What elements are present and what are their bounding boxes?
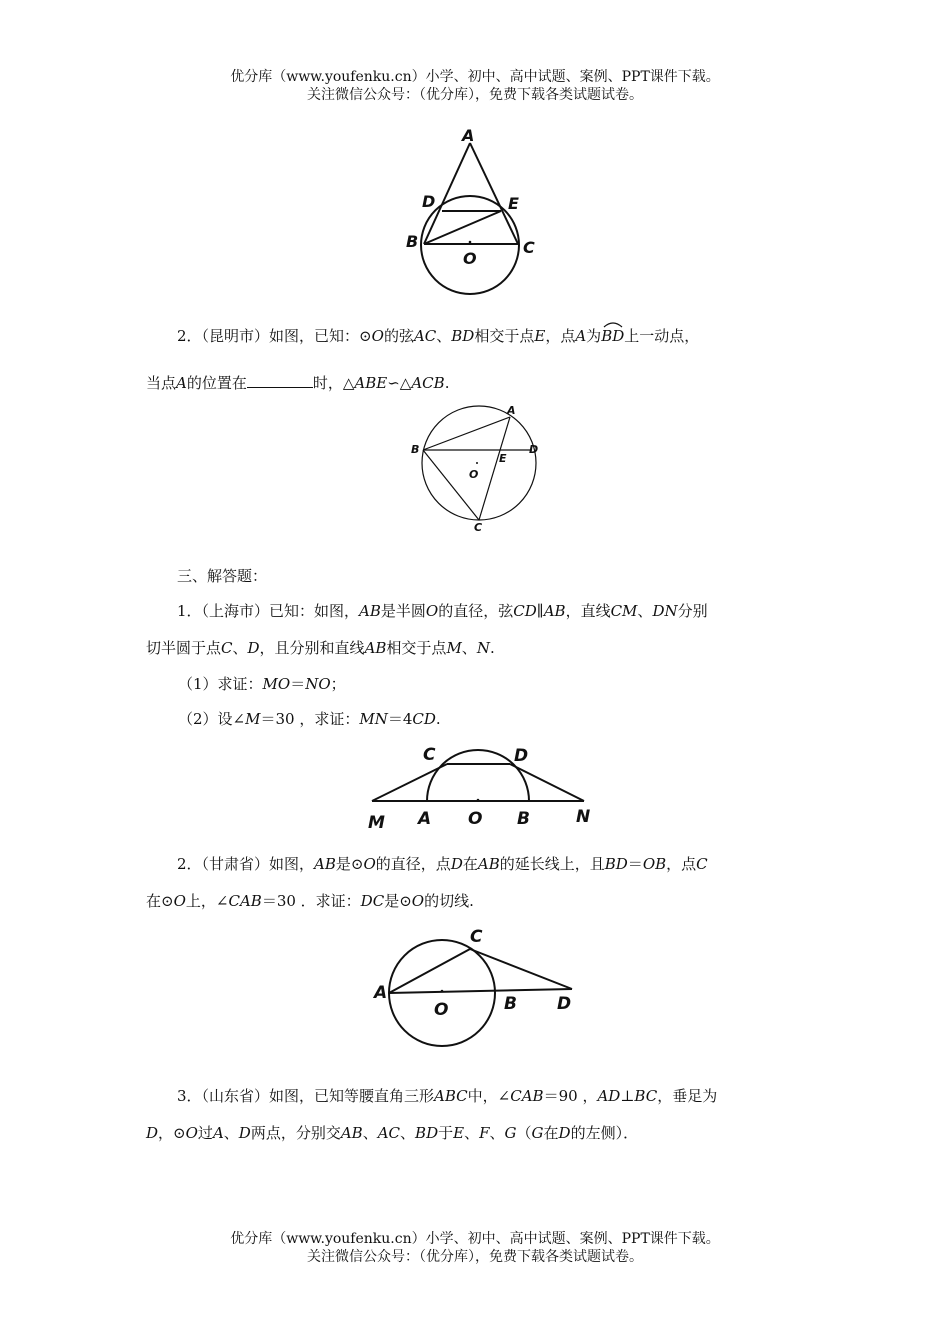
tangent-cm [372, 764, 447, 801]
problem-3-line-1: 3．（山东省）如图，已知等腰直角三形ABC中，∠CAB＝90 ，AD⊥BC，垂足为 [177, 1087, 718, 1105]
label-c: C [423, 745, 436, 765]
arc-bd: BD [601, 326, 624, 346]
problem-2-line-1: 2．（甘肃省）如图，AB是⊙O的直径，点D在AB的延长线上，且BD＝OB，点C [177, 855, 708, 873]
label-o: O [463, 249, 477, 268]
problem-3-line-2: D，⊙O过A、D两点，分别交AB、AC、BD于E、F、G（G在D的左侧）． [146, 1124, 639, 1142]
label-o: O [434, 1000, 449, 1020]
page-footer [0, 1230, 950, 1266]
footer-line-2: 关注微信公众号：（优分库），免费下载各类试题试卷。 [307, 1249, 643, 1265]
figure-semicircle-tangents [365, 740, 595, 835]
label-e: E [499, 452, 507, 465]
label-b: B [504, 994, 517, 1014]
label-a: A [507, 404, 516, 417]
label-o: O [468, 809, 483, 829]
segment-be [424, 211, 501, 244]
footer-line-1: 优分库（www.youfenku.cn）小学、初中、高中试题、案例、PPT课件下载。 [230, 1231, 720, 1247]
label-c: C [474, 521, 483, 534]
label-c: C [523, 238, 535, 257]
problem-2-line-2: 在⊙O上，∠CAB＝30 ．求证：DC是⊙O的切线. [146, 892, 474, 910]
figure-circle-tangent [370, 925, 585, 1055]
label-a: A [418, 809, 432, 829]
problem-1-line-1: 1．（上海市）已知：如图，AB是半圆O的直径，弦CD∥AB，直线CM、DN分别 [177, 602, 708, 620]
circle-o [422, 406, 539, 520]
label-b: B [406, 232, 419, 251]
answer-blank [247, 373, 313, 388]
header-line-2: 关注微信公众号：（优分库），免费下载各类试题试卷。 [307, 87, 643, 103]
line-ad [389, 989, 572, 993]
chord-ac [389, 949, 470, 993]
segment-ba [423, 417, 510, 450]
figure-circle-chords [405, 400, 555, 535]
tangent-dc [470, 949, 572, 989]
center-dot [469, 241, 472, 244]
segment-bc [423, 450, 479, 520]
center-dot [477, 799, 480, 802]
label-a: A [374, 983, 388, 1003]
label-m: M [368, 813, 385, 833]
chord-ac [479, 417, 510, 520]
label-o: O [469, 468, 479, 481]
label-d: D [422, 192, 436, 211]
arc-mark [603, 320, 623, 328]
center-dot [476, 462, 478, 464]
header-line-1: 优分库（www.youfenku.cn）小学、初中、高中试题、案例、PPT课件下载。 [230, 69, 720, 85]
page-header [0, 68, 950, 104]
label-a: A [462, 126, 475, 145]
problem-1-part-1: （1）求证：MO＝NO； [178, 675, 346, 693]
label-d: D [514, 746, 529, 766]
center-dot [441, 990, 444, 993]
section-title: 三、解答题： [177, 567, 268, 585]
label-d: D [557, 994, 572, 1014]
tangent-dn [510, 764, 584, 801]
label-e: E [508, 194, 519, 213]
question-2-line-1: 2．（昆明市）如图，已知：⊙O的弦AC、BD相交于点E，点A为 BD上一动点， [177, 326, 842, 346]
figure-triangle-circle [400, 125, 550, 305]
question-2-line-2: 当点A的位置在 时，△ABE∽△ACB. [146, 374, 450, 392]
problem-1-line-2: 切半圆于点C、D，且分别和直线AB相交于点M、N. [146, 639, 495, 657]
label-n: N [576, 807, 591, 827]
label-c: C [470, 927, 483, 947]
label-d: D [529, 443, 539, 456]
label-b: B [411, 443, 420, 456]
label-b: B [517, 809, 530, 829]
problem-1-part-2: （2）设∠M＝30 ，求证：MN＝4CD. [178, 710, 441, 728]
